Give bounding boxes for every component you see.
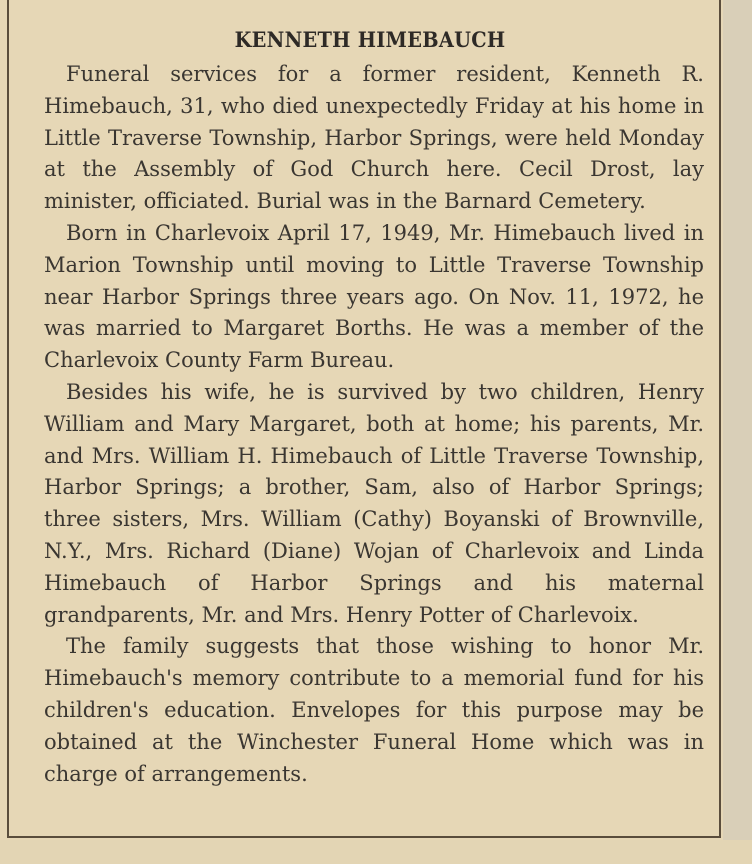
obituary-paragraph: Funeral services for a former resident, Kenneth R. Himebauch, 31, who died unexpectedly Friday at his home in Little Traverse Township, Harbor Springs, were held Monday at the Assembly of God Church here. Cecil Drost, lay minister, officiated. Burial was in the Barnard Cemetery.: [44, 62, 704, 214]
obituary-paragraph: Besides his wife, he is survived by two children, Henry William and Mary Margaret, both at home; his parents, Mr. and Mrs. William H. Himebauch of Little Traverse Township, Harbor Springs; a brother, Sam, also of Harbor Springs; three sisters, Mrs. William (Cathy) Boyanski of Brownville, N.Y., Mrs. Richard (Diane) Wojan of Charlevoix and Linda Himebauch of Harbor Springs and his maternal grandparents, Mr. and Mrs. Henry Potter of Charlevoix.: [44, 379, 704, 627]
obituary-headline: KENNETH HIMEBAUCH: [234, 27, 506, 52]
page-bottom-strip: [0, 840, 752, 864]
page-margin-strip: [723, 0, 752, 864]
obituary-paragraph: Born in Charlevoix April 17, 1949, Mr. Himebauch lived in Marion Township until moving to Little Traverse Township near Harbor Springs three years ago. On Nov. 11, 1972, he was married to Margaret Borths. He was a member of the Charlevoix County Farm Bureau.: [44, 220, 704, 373]
obituary-body: [44, 59, 704, 790]
obituary-paragraph: The family suggests that those wishing to honor Mr. Himebauch's memory contribute to a memorial fund for his children's education. Envelopes for this purpose may be obtained at the Winchester Funeral Home which was in charge of arrangements.: [44, 634, 704, 786]
